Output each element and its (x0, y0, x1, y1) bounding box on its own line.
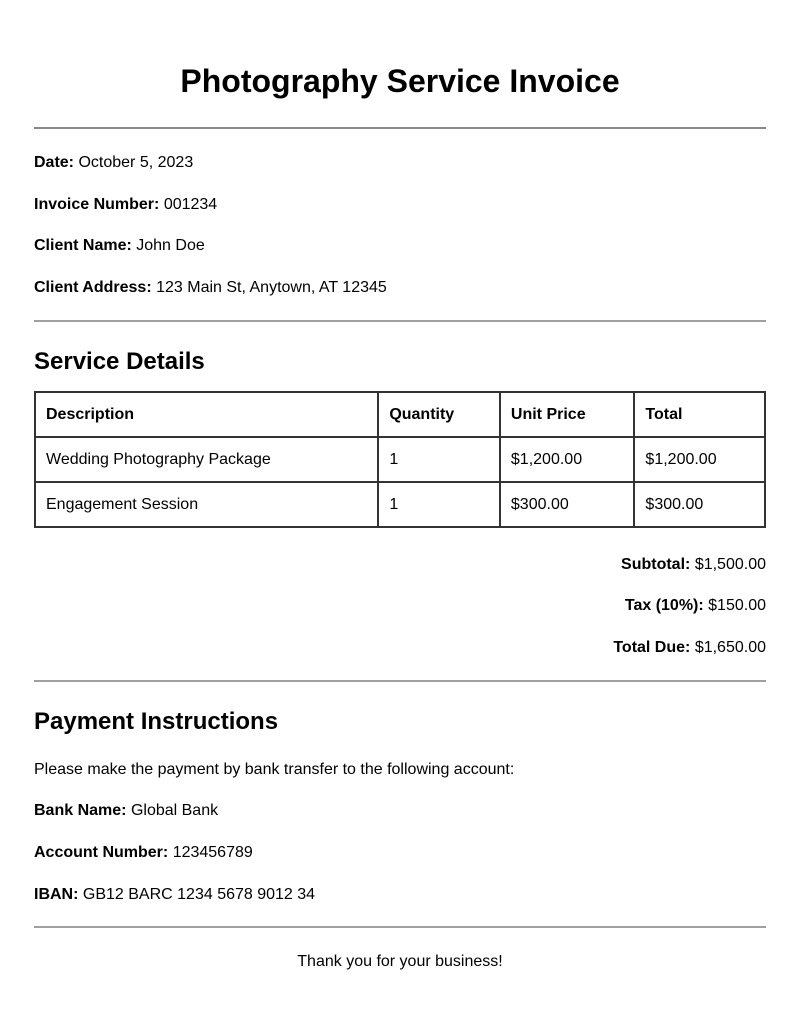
subtotal-value: $1,500.00 (694, 556, 766, 573)
payment-intro: Please make the payment by bank transfer to the following account: (34, 761, 515, 778)
tax-value: $150.00 (708, 597, 766, 614)
invoice-number-label: Invoice Number: (34, 196, 160, 213)
total-due-value: $1,650.00 (694, 639, 766, 656)
thank-you-footer: Thank you for your business! (297, 953, 503, 970)
invoice-title: Photography Service Invoice (180, 63, 620, 99)
service-details-heading: Service Details (34, 348, 205, 375)
column-header-unit-price: Unit Price (500, 392, 635, 437)
total-due-label: Total Due: (613, 639, 691, 656)
bank-name-label: Bank Name: (34, 802, 127, 819)
column-header-description: Description (35, 392, 378, 437)
cell-total: $1,200.00 (634, 437, 765, 482)
account-number-line (34, 843, 253, 863)
iban-label: IBAN: (34, 886, 79, 903)
client-address-line (34, 278, 387, 298)
client-address-label: Client Address: (34, 279, 152, 296)
client-name-label: Client Name: (34, 237, 132, 254)
cell-quantity: 1 (378, 482, 500, 527)
cell-quantity: 1 (378, 437, 500, 482)
total-due-line (613, 638, 766, 658)
invoice-number-value: 001234 (163, 196, 218, 213)
column-header-quantity: Quantity (378, 392, 500, 437)
account-number-value: 123456789 (172, 844, 253, 861)
cell-unit-price: $1,200.00 (500, 437, 635, 482)
table-row (35, 437, 765, 482)
divider (34, 926, 766, 928)
cell-description: Engagement Session (35, 482, 378, 527)
date-label: Date: (34, 154, 75, 171)
iban-value: GB12 BARC 1234 5678 9012 34 (82, 886, 316, 903)
date-value: October 5, 2023 (78, 154, 194, 171)
tax-label: Tax (10%): (624, 597, 704, 614)
tax-line (625, 596, 766, 616)
table-header-row (35, 392, 765, 437)
iban-line (34, 885, 315, 905)
bank-name-value: Global Bank (130, 802, 219, 819)
bank-name-line (34, 801, 218, 821)
subtotal-label: Subtotal: (621, 556, 691, 573)
table-row (35, 482, 765, 527)
divider (34, 127, 766, 129)
invoice-number-line (34, 195, 217, 215)
date-line (34, 153, 193, 173)
subtotal-line (621, 555, 766, 575)
cell-description: Wedding Photography Package (35, 437, 378, 482)
payment-instructions-heading: Payment Instructions (34, 708, 279, 735)
account-number-label: Account Number: (34, 844, 169, 861)
cell-total: $300.00 (634, 482, 765, 527)
client-address-value: 123 Main St, Anytown, AT 12345 (156, 279, 387, 296)
service-table (34, 391, 766, 528)
divider (34, 680, 766, 682)
client-name-value: John Doe (136, 237, 205, 254)
client-name-line (34, 236, 205, 256)
column-header-total: Total (634, 392, 765, 437)
divider (34, 320, 766, 322)
cell-unit-price: $300.00 (500, 482, 635, 527)
